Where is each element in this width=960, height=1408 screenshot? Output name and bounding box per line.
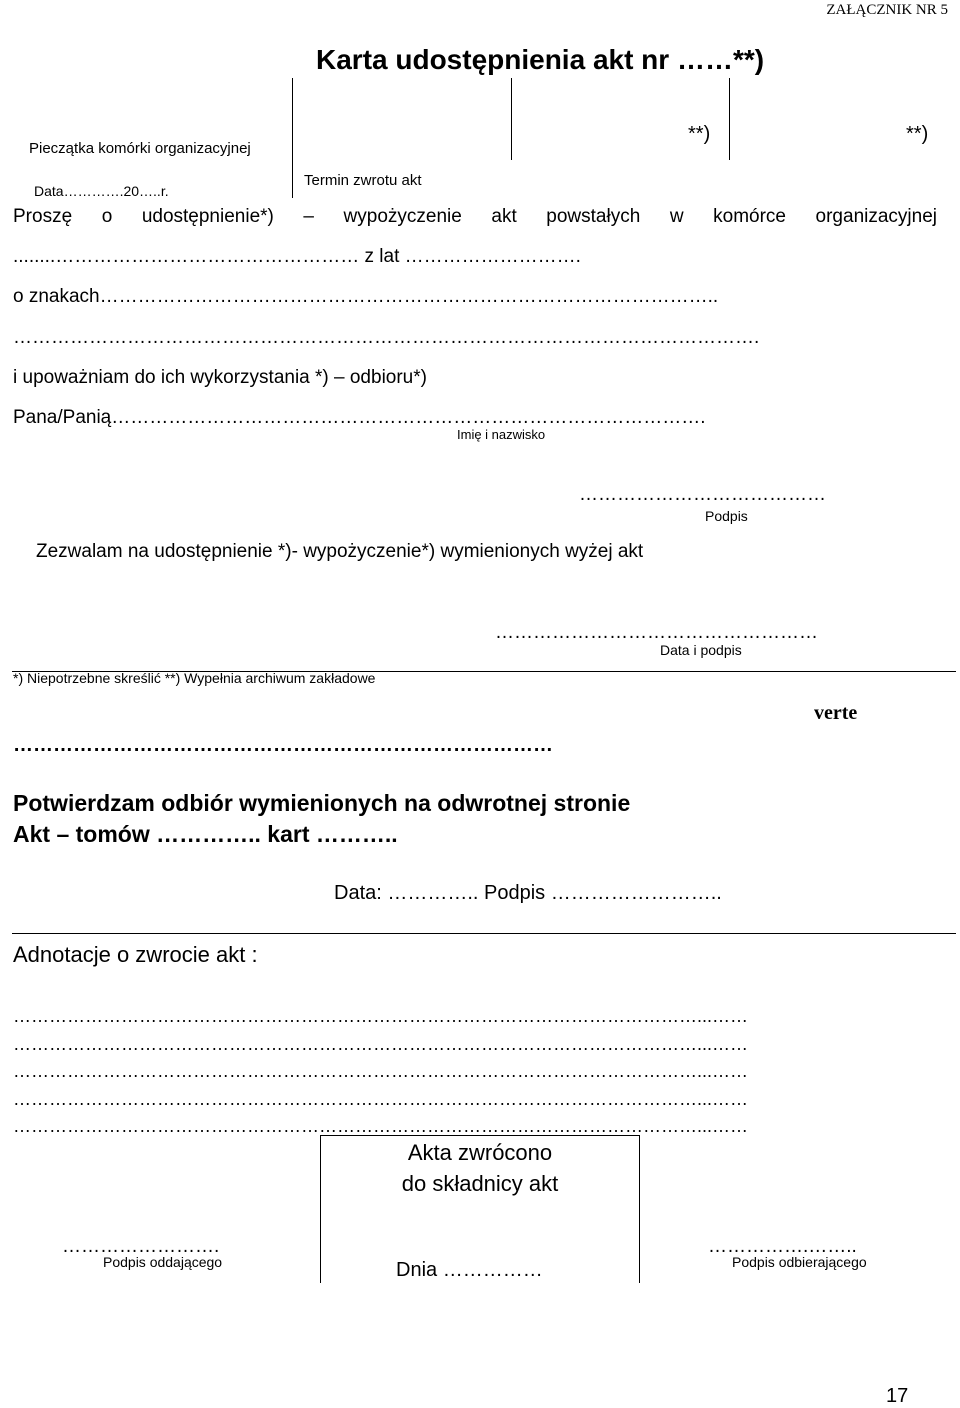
handover-signature-dots: ……………………. xyxy=(62,1236,220,1257)
returned-line-2: do składnicy akt xyxy=(401,1171,559,1196)
divider xyxy=(12,671,956,672)
divider xyxy=(729,78,730,160)
attachment-label: ZAŁĄCZNIK NR 5 xyxy=(826,2,948,18)
receipt-line-2: Akt – tomów ………….. kart ……….. xyxy=(13,821,398,847)
returned-line-1: Akta zwrócono xyxy=(407,1140,553,1165)
name-caption: Imię i nazwisko xyxy=(457,427,546,442)
annotation-line: ……………………………………………………………………………………………………...…… xyxy=(13,1089,749,1109)
page-number: 17 xyxy=(886,1385,909,1407)
receipt-date-signature: Data: ………….. Podpis …………………….. xyxy=(334,882,722,904)
annotations-label: Adnotacje o zwrocie akt : xyxy=(13,942,258,967)
signature-dots: ………………………………… xyxy=(579,484,826,505)
footnote: *) Niepotrzebne skreślić **) Wypełnia archiwum zakładowe xyxy=(13,670,376,686)
permission-dots: …………………………………………… xyxy=(495,622,818,643)
receiver-signature-dots: …………….…….. xyxy=(708,1236,857,1257)
return-term-label: Termin zwrotu akt xyxy=(304,172,422,189)
annotation-line: ……………………………………………………………………………………………………...…… xyxy=(13,1116,749,1136)
request-line-5: i upoważniam do ich wykorzystania *) – odbioru*) xyxy=(13,367,427,388)
receipt-line-1: Potwierdzam odbiór wymienionych na odwrotnej stronie xyxy=(13,790,631,816)
request-line-4: ………………………………………………………………………………………………………. xyxy=(13,327,760,348)
annotation-line: ……………………………………………………………………………………………………...…… xyxy=(13,1061,749,1081)
request-line-2: ........………………………………………… z lat ………………………. xyxy=(13,246,581,267)
permission-caption: Data i podpis xyxy=(660,642,742,658)
request-line-1: Proszę o udostępnienie*) – wypożyczenie akt powstałych w komórce organizacyjnej xyxy=(13,206,937,227)
fill-marker: **) xyxy=(688,123,711,145)
divider xyxy=(292,78,293,198)
verte-label: verte xyxy=(814,702,858,724)
handover-signature-caption: Podpis oddającego xyxy=(103,1254,223,1270)
request-line-3: o znakach…………………………………………………………………………………….. xyxy=(13,286,719,307)
annotation-line: ……………………………………………………………………………………………………...…… xyxy=(13,1034,749,1054)
date-line: Data………….20…..r. xyxy=(34,183,169,199)
verte-dots: ……………………………………………………………………… xyxy=(13,734,553,756)
divider xyxy=(12,933,956,934)
signature-caption: Podpis xyxy=(705,508,748,524)
annotation-line: ……………………………………………………………………………………………………...…… xyxy=(13,1006,749,1026)
divider xyxy=(511,78,512,160)
permission-text: Zezwalam na udostępnienie *)- wypożyczenie*) wymienionych wyżej akt xyxy=(36,541,644,562)
return-date: Dnia …………… xyxy=(396,1259,543,1281)
document-title: Karta udostępnienia akt nr ……**) xyxy=(316,44,765,75)
fill-marker: **) xyxy=(906,123,929,145)
receiver-signature-caption: Podpis odbierającego xyxy=(732,1254,867,1270)
divider xyxy=(320,1135,640,1136)
stamp-label: Pieczątka komórki organizacyjnej xyxy=(29,140,251,157)
request-line-6: Pana/Panią…………………………………………………………………………………. xyxy=(13,407,706,428)
